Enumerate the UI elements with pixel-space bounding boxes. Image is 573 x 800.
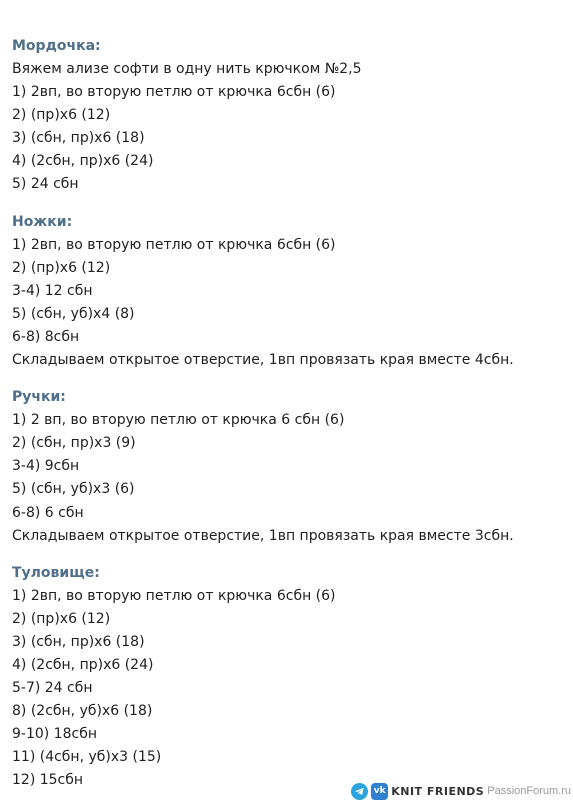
watermark-brand: KNIT FRIENDS [391,784,485,798]
pattern-line: 1) 2вп, во вторую петлю от крючка 6сбн (6) [12,236,336,253]
pattern-line: 5) (сбн, уб)х4 (8) [12,305,135,322]
section-heading: Ножки: [12,213,73,230]
telegram-icon [351,783,368,800]
pattern-line: 1) 2вп, во вторую петлю от крючка 6сбн (6) [12,84,336,101]
pattern-line: 3-4) 9сбн [12,458,80,475]
pattern-line: 3-4) 12 сбн [12,282,93,299]
pattern-line: 5) 24 сбн [12,176,79,193]
pattern-document [12,0,568,793]
pattern-line: 6-8) 6 сбн [12,504,84,521]
section-spacer [12,372,568,386]
pattern-line: Вяжем ализе софти в одну нить крючком №2,5 [12,61,362,77]
section-body [12,562,568,793]
pattern-line: 12) 15сбн [12,772,84,789]
section-face [12,35,568,197]
watermark [351,782,571,800]
section-arms [12,386,568,548]
top-spacer [12,0,568,35]
pattern-line: 3) (сбн, пр)х6 (18) [12,633,145,650]
section-spacer [12,548,568,562]
section-heading: Туловище: [12,564,100,581]
pattern-line: 9-10) 18сбн [12,726,97,743]
pattern-line: 5-7) 24 сбн [12,680,93,697]
section-heading: Ручки: [12,389,66,406]
pattern-line: 8) (2сбн, уб)х6 (18) [12,703,153,720]
pattern-line: Складываем открытое отверстие, 1вп провязать края вместе 4сбн. [12,352,514,369]
pattern-line: 2) (пр)х6 (12) [12,259,111,276]
pattern-line: 2) (сбн, пр)х3 (9) [12,435,136,452]
pattern-line: 3) (сбн, пр)х6 (18) [12,130,145,147]
pattern-line: 11) (4сбн, уб)х3 (15) [12,749,162,766]
pattern-line: 5) (сбн, уб)х3 (6) [12,481,135,498]
pattern-line: 2) (пр)х6 (12) [12,610,111,627]
section-spacer [12,197,568,211]
pattern-line: Складываем открытое отверстие, 1вп провязать края вместе 3сбн. [12,527,514,544]
pattern-line: 6-8) 8сбн [12,328,80,345]
pattern-line: 1) 2вп, во вторую петлю от крючка 6сбн (6) [12,587,336,604]
section-heading: Мордочка: [12,38,101,54]
pattern-line: 1) 2 вп, во вторую петлю от крючка 6 сбн (6) [12,412,345,429]
section-legs [12,211,568,373]
vk-icon: vk [371,783,388,800]
pattern-line: 4) (2сбн, пр)х6 (24) [12,153,154,170]
watermark-forum: PassionForum.ru [487,785,571,797]
pattern-line: 4) (2сбн, пр)х6 (24) [12,656,154,673]
pattern-line: 2) (пр)х6 (12) [12,107,111,124]
